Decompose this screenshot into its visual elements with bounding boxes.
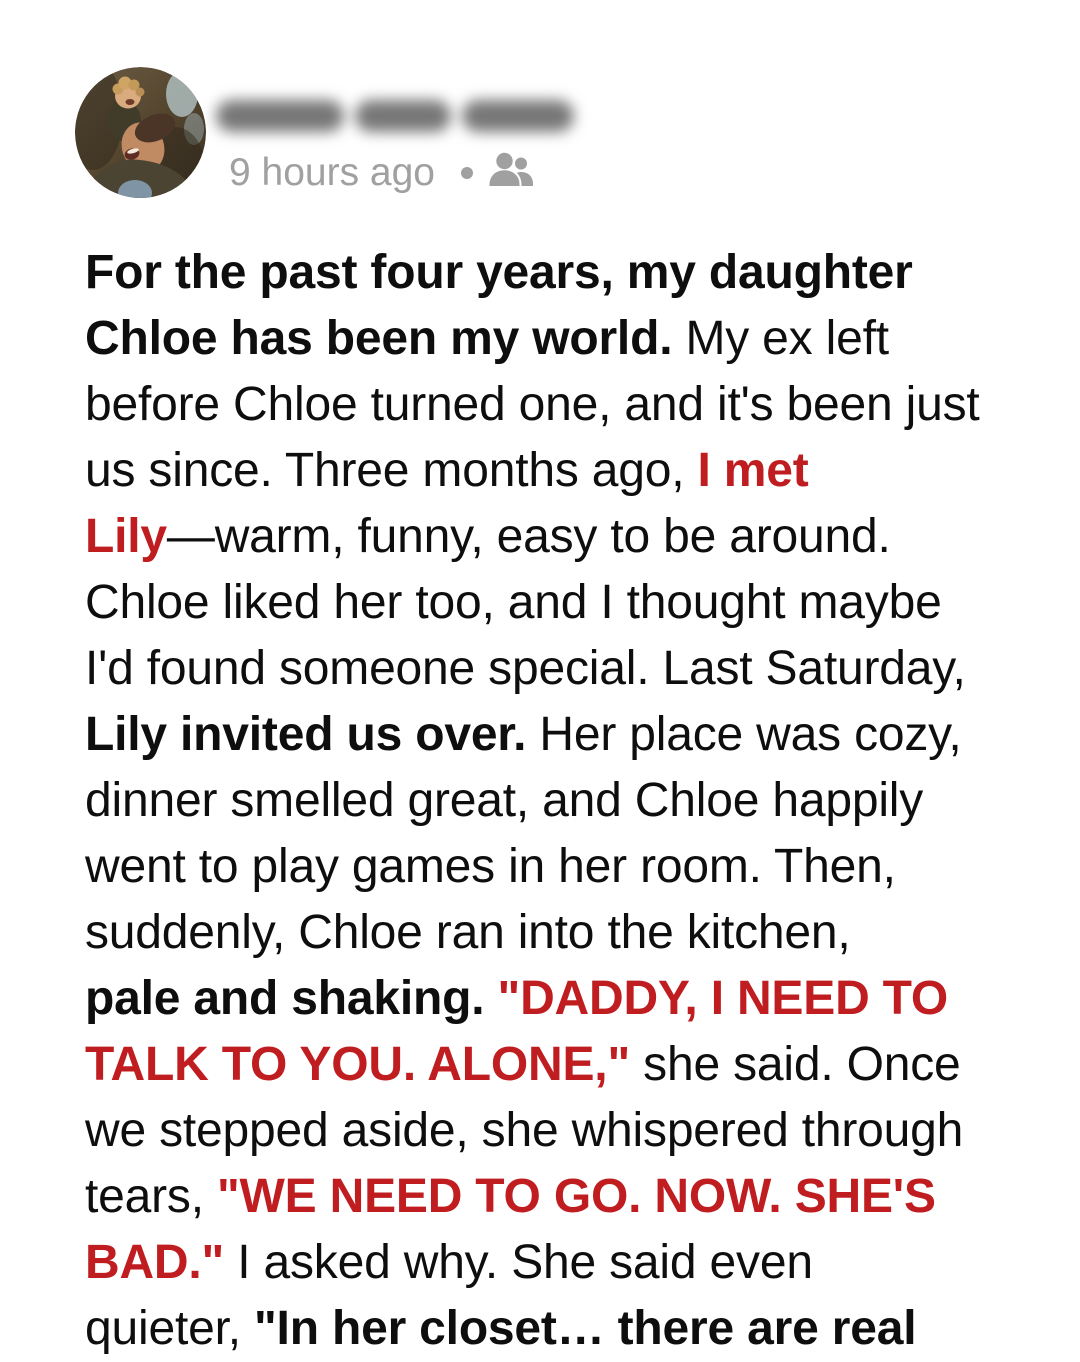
post-text-line <box>85 570 1020 636</box>
blurred-word <box>216 100 344 132</box>
post-text-line <box>85 966 1020 1032</box>
post-text-segment: tears, <box>85 1170 217 1223</box>
post-text-segment: BAD." <box>85 1236 225 1289</box>
blurred-word <box>462 100 574 132</box>
post-body-text <box>85 240 1020 1362</box>
post-text-segment: I asked why. She said even <box>224 1236 813 1289</box>
post-text-segment: she said. Once <box>630 1038 961 1091</box>
post-text-segment: dinner smelled great, and Chloe happily <box>85 774 924 827</box>
post-text-segment: before Chloe turned one, and it's been just <box>85 378 980 431</box>
post-text-line <box>85 1296 1020 1362</box>
post-text-segment: "In her closet… there are real <box>254 1302 917 1355</box>
post-text-line <box>85 900 1020 966</box>
post-text-segment: Lily <box>85 510 167 563</box>
post-text-segment: quieter, <box>85 1302 254 1355</box>
meta-separator-dot <box>461 167 473 179</box>
post-text-line <box>85 702 1020 768</box>
post-text-line <box>85 1098 1020 1164</box>
post-text-segment: For the past four years, my daughter <box>85 246 913 299</box>
post-text-segment: My ex left <box>672 312 889 365</box>
post-text-segment: —warm, funny, easy to be around. <box>166 510 891 563</box>
avatar[interactable] <box>75 67 206 198</box>
author-name-blurred[interactable] <box>216 100 574 132</box>
post-text-line <box>85 306 1020 372</box>
post-text-line <box>85 1032 1020 1098</box>
post-text-line <box>85 768 1020 834</box>
post-text-line <box>85 1164 1020 1230</box>
post-text-segment: Chloe has been my world. <box>85 312 673 365</box>
blurred-word <box>355 100 451 132</box>
post-text-segment: "WE NEED TO GO. NOW. SHE'S <box>216 1170 936 1223</box>
avatar-photo <box>75 67 206 198</box>
post-text-segment: I met <box>697 444 809 497</box>
post-meta <box>229 146 534 200</box>
friends-icon <box>488 152 534 200</box>
timestamp[interactable]: 9 hours ago <box>229 151 435 194</box>
post-text-line <box>85 240 1020 306</box>
post-text-line <box>85 504 1020 570</box>
post-text-segment: "DADDY, I NEED TO <box>497 972 949 1025</box>
post-text-segment: TALK TO YOU. ALONE," <box>85 1038 631 1091</box>
post-text-segment: Lily invited us over. <box>85 708 527 761</box>
post-text-line <box>85 636 1020 702</box>
post-text-segment: pale and shaking. <box>85 972 498 1025</box>
post-text-segment: Chloe liked her too, and I thought maybe <box>85 576 942 629</box>
post-text-segment: we stepped aside, she whispered through <box>85 1104 964 1157</box>
post-text-line <box>85 372 1020 438</box>
post-text-segment: went to play games in her room. Then, <box>85 840 896 893</box>
post-text-line <box>85 834 1020 900</box>
post-text-segment: us since. Three months ago, <box>85 444 698 497</box>
post-text-line <box>85 438 1020 504</box>
post-text-segment: I'd found someone special. Last Saturday, <box>85 642 966 695</box>
post-text-line <box>85 1230 1020 1296</box>
post-text-segment: Her place was cozy, <box>526 708 962 761</box>
post-text-segment: suddenly, Chloe ran into the kitchen, <box>85 906 851 959</box>
